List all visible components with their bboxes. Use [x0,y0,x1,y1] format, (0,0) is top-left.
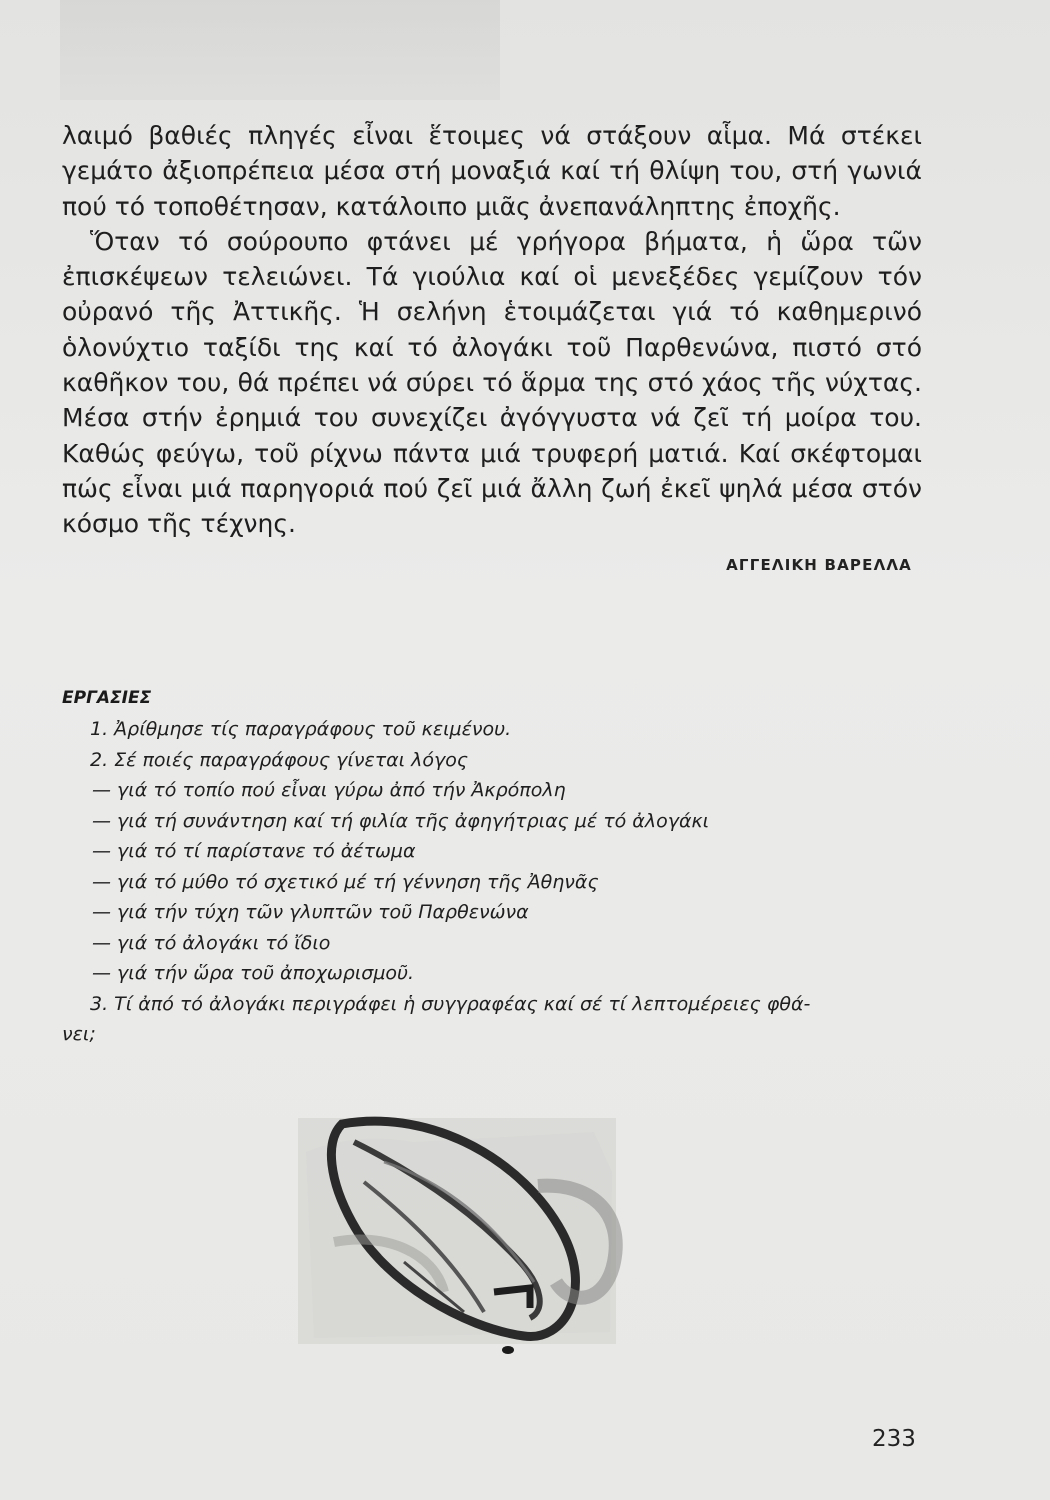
exercise-2-item: — γιά τή συνάντηση καί τή φιλία τῆς ἀφηγήτριας μέ τό ἀλογάκι [92,809,710,832]
exercises-title: ΕΡΓΑΣΙΕΣ [62,688,152,708]
exercise-3-continuation: νει; [62,1023,96,1045]
exercise-2-item: — γιά τήν τύχη τῶν γλυπτῶν τοῦ Παρθενώνα [92,901,529,923]
horse-head-illustration [294,1112,654,1358]
exercise-1: 1. Ἀρίθμησε τίς παραγράφους τοῦ κειμένου. [90,718,512,740]
exercise-2-item: — γιά τό τοπίο πού εἶναι γύρω ἀπό τήν Ἀκρόπολη [92,779,566,801]
exercise-2-item: — γιά τήν ὥρα τοῦ ἀποχωρισμοῦ. [92,962,415,984]
exercise-2-item: — γιά τό ἀλογάκι τό ἴδιο [92,931,331,954]
author-signature: ΑΓΓΕΛΙΚΗ ΒΑΡΕΛΛΑ [726,556,912,574]
exercises-list [62,714,930,1050]
main-text [62,118,922,542]
paragraph-2: Ὅταν τό σούρουπο φτάνει μέ γρήγορα βήματα, ἡ ὥρα τῶν ἐπισκέψεων τελειώνει. Τά γιούλια καί οἱ μενεξέδες γεμίζουν τόν οὐρανό τῆς Ἀττικῆς. Ἡ σελήνη ἑτοιμάζεται γιά τό καθημερινό ὁλονύχτιο ταξίδι της καί τό ἀλογάκι τοῦ Παρθενώνα, πιστό στό καθῆκον του, θά πρέπει νά σύρει τό ἅρμα της στό χάος τῆς νύχτας. Μέσα στήν ἐρημιά του συνεχίζει ἀγόγγυστα νά ζεῖ τή μοίρα του. Καθώς φεύγω, τοῦ ρίχνω πάντα μιά τρυφερή ματιά. Καί σκέφτομαι πώς εἶναι μιά παρηγοριά πού ζεῖ μιά ἄλλη ζωή ἐκεῖ ψηλά μέσα στόν κόσμο τῆς τέχνης. [62,226,922,539]
page-number: 233 [872,1426,916,1452]
exercise-2-item: — γιά τό τί παρίστανε τό ἀέτωμα [92,840,416,862]
show-through-shadow [60,0,500,100]
exercise-2: 2. Σέ ποιές παραγράφους γίνεται λόγος [90,748,469,771]
exercise-2-item: — γιά τό μύθο τό σχετικό μέ τή γέννηση τῆς Ἀθηνᾶς [92,870,599,893]
paragraph-1: λαιμό βαθιές πληγές εἶναι ἕτοιμες νά στάξουν αἷμα. Μά στέκει γεμάτο ἀξιοπρέπεια μέσα στή μοναξιά καί τή θλίψη του, στή γωνιά πού τό τοποθέτησαν, κατάλοιπο μιᾶς ἀνεπανάληπτης ἐποχῆς. [62,121,922,221]
exercise-3: 3. Τί ἀπό τό ἀλογάκι περιγράφει ἡ συγγραφέας καί σέ τί λεπτομέρειες φθά- [90,992,811,1015]
